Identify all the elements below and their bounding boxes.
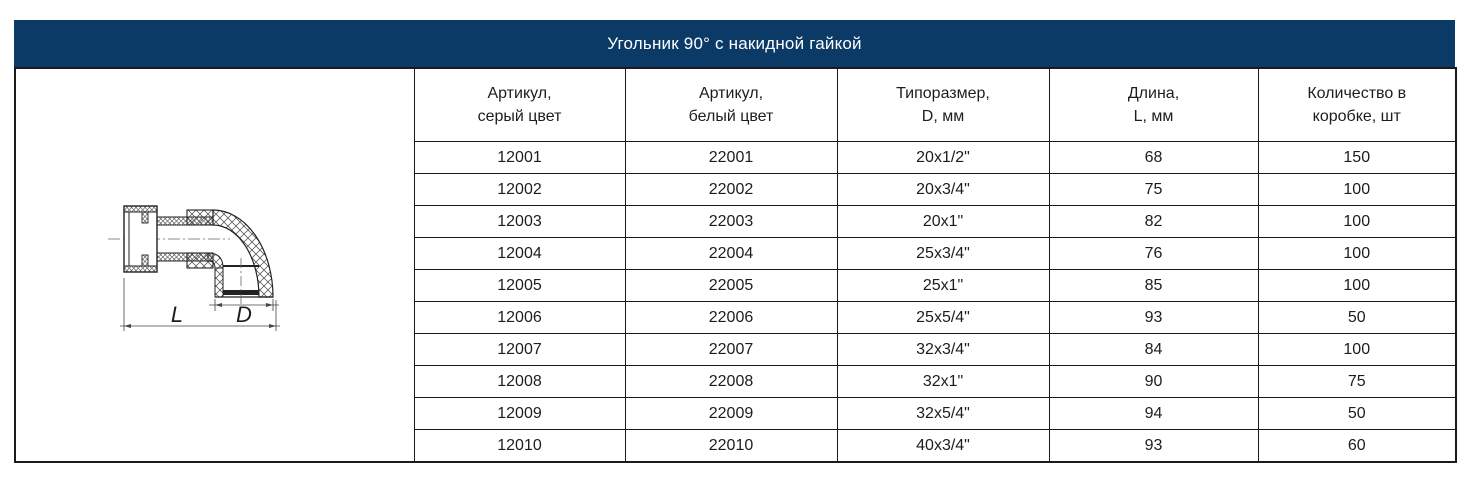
cell-article-white: 22001	[625, 142, 837, 174]
cell-article-gray: 12004	[414, 238, 625, 270]
cell-length: 84	[1049, 334, 1258, 366]
cell-article-gray: 12001	[414, 142, 625, 174]
cell-length: 94	[1049, 398, 1258, 430]
cell-box-qty: 50	[1258, 302, 1456, 334]
catalog-panel	[14, 20, 1455, 463]
cell-length: 82	[1049, 206, 1258, 238]
cell-size: 20x3/4"	[837, 174, 1049, 206]
cell-article-white: 22008	[625, 366, 837, 398]
cell-length: 85	[1049, 270, 1258, 302]
cell-article-gray: 12008	[414, 366, 625, 398]
drawing-cell	[15, 68, 414, 462]
cell-box-qty: 60	[1258, 430, 1456, 463]
col-header-size: Типоразмер, D, мм	[837, 68, 1049, 142]
product-spec-table	[14, 67, 1457, 463]
header-row	[15, 68, 1456, 142]
cell-box-qty: 100	[1258, 238, 1456, 270]
cell-size: 32x5/4"	[837, 398, 1049, 430]
cell-article-gray: 12009	[414, 398, 625, 430]
col-header-article-white: Артикул, белый цвет	[625, 68, 837, 142]
cell-box-qty: 100	[1258, 334, 1456, 366]
cell-size: 32x1"	[837, 366, 1049, 398]
cell-article-gray: 12006	[414, 302, 625, 334]
dimension-label-l: L	[170, 302, 183, 327]
cell-article-white: 22005	[625, 270, 837, 302]
cell-box-qty: 50	[1258, 398, 1456, 430]
cell-size: 25x5/4"	[837, 302, 1049, 334]
cell-length: 93	[1049, 430, 1258, 463]
cell-article-gray: 12002	[414, 174, 625, 206]
cell-size: 25x1"	[837, 270, 1049, 302]
cell-article-gray: 12005	[414, 270, 625, 302]
cell-length: 76	[1049, 238, 1258, 270]
cell-length: 75	[1049, 174, 1258, 206]
dimension-label-d: D	[235, 302, 252, 327]
cell-length: 90	[1049, 366, 1258, 398]
cell-article-white: 22006	[625, 302, 837, 334]
cell-box-qty: 100	[1258, 270, 1456, 302]
cell-article-white: 22007	[625, 334, 837, 366]
cell-box-qty: 75	[1258, 366, 1456, 398]
cell-size: 20x1/2"	[837, 142, 1049, 174]
cell-article-white: 22003	[625, 206, 837, 238]
cell-size: 40x3/4"	[837, 430, 1049, 463]
cell-article-white: 22004	[625, 238, 837, 270]
col-header-length: Длина, L, мм	[1049, 68, 1258, 142]
cell-size: 32x3/4"	[837, 334, 1049, 366]
col-header-article-gray: Артикул, серый цвет	[414, 68, 625, 142]
table-title: Угольник 90° с накидной гайкой	[607, 33, 862, 53]
cell-box-qty: 100	[1258, 174, 1456, 206]
cell-article-white: 22009	[625, 398, 837, 430]
cell-size: 25x3/4"	[837, 238, 1049, 270]
cell-article-gray: 12003	[414, 206, 625, 238]
cell-article-white: 22010	[625, 430, 837, 463]
table-title-bar	[14, 20, 1455, 67]
cell-article-white: 22002	[625, 174, 837, 206]
cell-box-qty: 100	[1258, 206, 1456, 238]
cell-article-gray: 12007	[414, 334, 625, 366]
cell-length: 93	[1049, 302, 1258, 334]
cell-length: 68	[1049, 142, 1258, 174]
elbow-fitting-drawing-icon	[100, 194, 330, 359]
cell-size: 20x1"	[837, 206, 1049, 238]
cell-box-qty: 150	[1258, 142, 1456, 174]
col-header-box-qty: Количество в коробке, шт	[1258, 68, 1456, 142]
table-body	[15, 68, 1456, 462]
cell-article-gray: 12010	[414, 430, 625, 463]
